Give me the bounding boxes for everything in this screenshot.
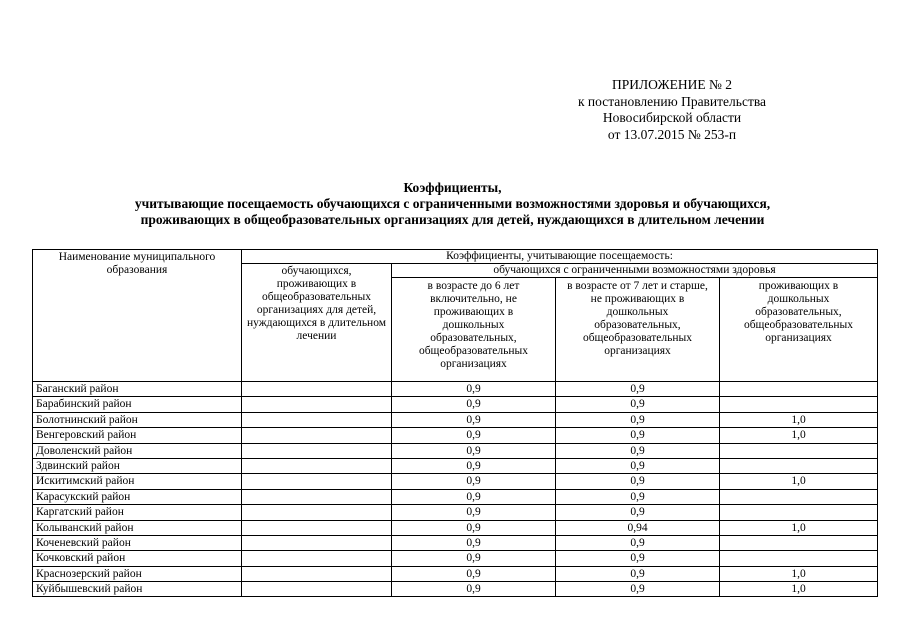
over7-coef-cell: 0,9: [556, 505, 720, 520]
appendix-block: [542, 77, 802, 143]
header-coefficients: Коэффициенты, учитывающие посещаемость:: [242, 250, 878, 264]
living-coef-cell: [720, 505, 878, 520]
table-row: [33, 582, 878, 597]
residents-coef-cell: [242, 458, 392, 473]
document-title: [0, 180, 905, 228]
residents-coef-cell: [242, 520, 392, 535]
living-coef-cell: [720, 443, 878, 458]
living-coef-cell: [720, 382, 878, 397]
municipality-cell: Болотнинский район: [33, 412, 242, 427]
residents-coef-cell: [242, 566, 392, 581]
residents-coef-cell: [242, 489, 392, 504]
municipality-cell: Куйбышевский район: [33, 582, 242, 597]
table-row: [33, 535, 878, 550]
over7-coef-cell: 0,9: [556, 566, 720, 581]
table-row: [33, 474, 878, 489]
municipality-cell: Карасукский район: [33, 489, 242, 504]
municipality-cell: Баганский район: [33, 382, 242, 397]
under6-coef-cell: 0,9: [392, 397, 556, 412]
residents-coef-cell: [242, 474, 392, 489]
header-residents: обучающихся, проживающих в общеобразовательных организациях для детей, нуждающихся в длительном лечении: [242, 264, 392, 382]
over7-coef-cell: 0,9: [556, 551, 720, 566]
municipality-cell: Здвинский район: [33, 458, 242, 473]
living-coef-cell: 1,0: [720, 428, 878, 443]
living-coef-cell: [720, 458, 878, 473]
living-coef-cell: 1,0: [720, 474, 878, 489]
table-body: [33, 382, 878, 597]
municipality-cell: Колыванский район: [33, 520, 242, 535]
residents-coef-cell: [242, 505, 392, 520]
under6-coef-cell: 0,9: [392, 520, 556, 535]
title-line-3: проживающих в общеобразовательных организациях для детей, нуждающихся в длительном лечении: [140, 212, 765, 227]
title-line-2: учитывающие посещаемость обучающихся с ограниченными возможностями здоровья и обучающихся,: [134, 196, 771, 211]
living-coef-cell: 1,0: [720, 520, 878, 535]
living-coef-cell: [720, 551, 878, 566]
under6-coef-cell: 0,9: [392, 582, 556, 597]
under6-coef-cell: 0,9: [392, 474, 556, 489]
appendix-resolution: к постановлению Правительства: [577, 93, 767, 109]
living-coef-cell: 1,0: [720, 566, 878, 581]
over7-coef-cell: 0,9: [556, 458, 720, 473]
residents-coef-cell: [242, 551, 392, 566]
title-line-1: Коэффициенты,: [403, 180, 502, 195]
under6-coef-cell: 0,9: [392, 566, 556, 581]
residents-coef-cell: [242, 535, 392, 550]
table-row: [33, 505, 878, 520]
under6-coef-cell: 0,9: [392, 428, 556, 443]
appendix-number: ПРИЛОЖЕНИЕ № 2: [611, 77, 733, 92]
residents-coef-cell: [242, 582, 392, 597]
table-row: [33, 551, 878, 566]
living-coef-cell: [720, 397, 878, 412]
municipality-cell: Краснозерский район: [33, 566, 242, 581]
over7-coef-cell: 0,9: [556, 582, 720, 597]
over7-coef-cell: 0,9: [556, 489, 720, 504]
header-over-7: в возрасте от 7 лет и старше, не проживающих в дошкольных образовательных, общеобразовательных организациях: [556, 278, 720, 382]
coefficients-table: [32, 249, 878, 597]
under6-coef-cell: 0,9: [392, 443, 556, 458]
under6-coef-cell: 0,9: [392, 505, 556, 520]
table-row: [33, 443, 878, 458]
over7-coef-cell: 0,94: [556, 520, 720, 535]
appendix-region: Новосибирской области: [602, 110, 742, 125]
residents-coef-cell: [242, 397, 392, 412]
residents-coef-cell: [242, 382, 392, 397]
under6-coef-cell: 0,9: [392, 458, 556, 473]
table-row: [33, 520, 878, 535]
over7-coef-cell: 0,9: [556, 443, 720, 458]
table-row: [33, 397, 878, 412]
living-coef-cell: [720, 489, 878, 504]
table-row: [33, 458, 878, 473]
under6-coef-cell: 0,9: [392, 382, 556, 397]
table-row: [33, 412, 878, 427]
over7-coef-cell: 0,9: [556, 428, 720, 443]
header-living: проживающих в дошкольных образовательных, общеобразовательных организациях: [720, 278, 878, 382]
municipality-cell: Доволенский район: [33, 443, 242, 458]
header-municipality: Наименование муниципального образования: [33, 250, 242, 382]
under6-coef-cell: 0,9: [392, 535, 556, 550]
over7-coef-cell: 0,9: [556, 535, 720, 550]
municipality-cell: Барабинский район: [33, 397, 242, 412]
table-row: [33, 566, 878, 581]
residents-coef-cell: [242, 428, 392, 443]
over7-coef-cell: 0,9: [556, 474, 720, 489]
municipality-cell: Искитимский район: [33, 474, 242, 489]
municipality-cell: Кочковский район: [33, 551, 242, 566]
header-under-6: в возрасте до 6 лет включительно, не проживающих в дошкольных образовательных, общеобразовательных организациях: [392, 278, 556, 382]
municipality-cell: Каргатский район: [33, 505, 242, 520]
under6-coef-cell: 0,9: [392, 412, 556, 427]
under6-coef-cell: 0,9: [392, 551, 556, 566]
residents-coef-cell: [242, 443, 392, 458]
living-coef-cell: [720, 535, 878, 550]
table-row: [33, 489, 878, 504]
municipality-cell: Коченевский район: [33, 535, 242, 550]
header-disabilities: обучающихся с ограниченными возможностями здоровья: [392, 264, 878, 278]
over7-coef-cell: 0,9: [556, 397, 720, 412]
over7-coef-cell: 0,9: [556, 382, 720, 397]
living-coef-cell: 1,0: [720, 412, 878, 427]
table-row: [33, 428, 878, 443]
under6-coef-cell: 0,9: [392, 489, 556, 504]
appendix-date: от 13.07.2015 № 253-п: [607, 126, 737, 142]
over7-coef-cell: 0,9: [556, 412, 720, 427]
living-coef-cell: 1,0: [720, 582, 878, 597]
residents-coef-cell: [242, 412, 392, 427]
municipality-cell: Венгеровский район: [33, 428, 242, 443]
table-row: [33, 382, 878, 397]
